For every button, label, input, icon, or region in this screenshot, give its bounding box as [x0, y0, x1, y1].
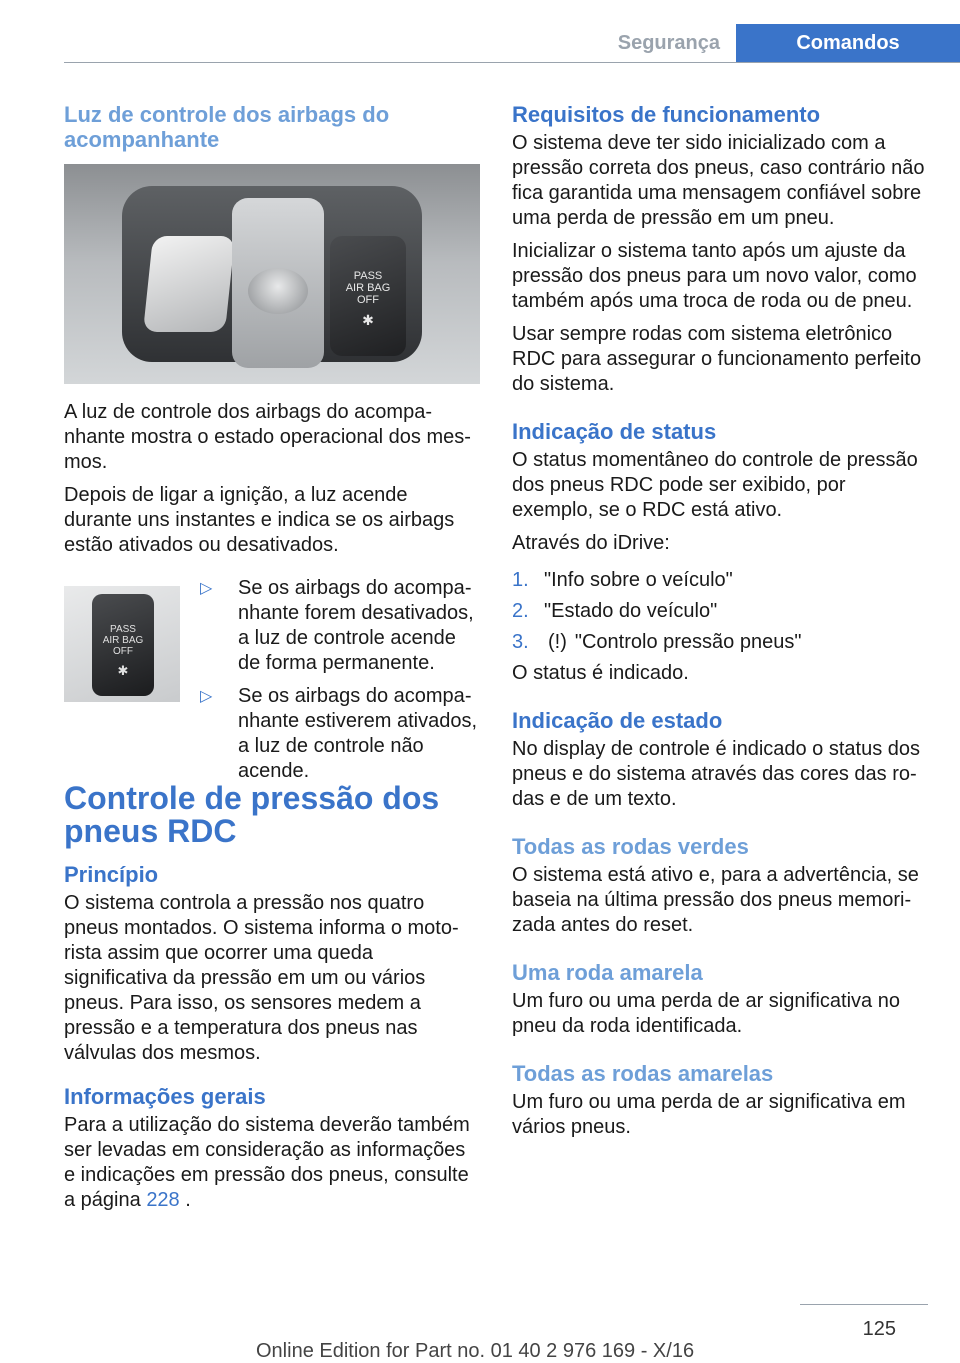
verdes-heading: Todas as rodas verdes — [512, 834, 749, 859]
bullet-text: Se os airbags do acompanhante estiverem ativados, a luz de controle não acende. — [238, 685, 478, 782]
status-para-3: O status é indicado. — [512, 662, 689, 684]
tire-pressure-icon: (!) — [548, 631, 567, 653]
footer-divider — [800, 1304, 928, 1305]
pass-airbag-off-closeup — [92, 594, 154, 696]
section-tab-seguranca[interactable]: Segurança — [617, 32, 720, 54]
info-text-body: Para a utilização do sistema deverão também ser levadas em consideração as informações e indicações em pressão dos pneus, consulte a página — [64, 1114, 470, 1211]
amarelas-text: Um furo ou uma perda de ar significativa em vários pneus. — [512, 1091, 906, 1138]
req-para-3: Usar sempre rodas com sistema eletrônico RDC para assegurar o funcionamento perfeito do sistema. — [512, 323, 922, 395]
right-column — [512, 102, 932, 1148]
passenger-airbag-icon: ✱ — [117, 663, 129, 678]
triangle-bullet-icon: ▷ — [200, 688, 213, 705]
off-label: OFF — [357, 294, 379, 306]
idrive-steps — [512, 568, 932, 655]
pass-label: PASS — [353, 270, 383, 282]
info-text — [64, 1113, 480, 1213]
step-number: 2. — [512, 600, 529, 622]
step-text: "Estado do veículo" — [544, 600, 718, 622]
step-number: 3. — [512, 631, 529, 653]
edition-label: Online Edition for Part no. 01 40 2 976 169 - X/16 — [256, 1340, 695, 1362]
indicator-photo — [64, 586, 180, 702]
bullet-text: Se os airbags do acompanhante forem desativados, a luz de controle acende de forma permanente. — [238, 577, 474, 674]
section-tab-comandos[interactable]: Comandos — [736, 24, 960, 62]
amarela-text: Um furo ou uma perda de ar significativa no pneu da roda identificada. — [512, 990, 900, 1037]
airbag-heading: Luz de controle dos airbags do acompanhante — [64, 102, 390, 152]
photo-knob — [248, 268, 308, 314]
amarelas-heading: Todas as rodas amarelas — [512, 1061, 774, 1086]
airbag-para-1: A luz de controle dos airbags do acompanhante mostra o estado operacional dos mesmos. — [64, 401, 471, 473]
req-para-2: Inicializar o sistema tanto após um ajuste da pressão dos pneus para um novo valor, como também após uma troca de roda ou de pneu. — [512, 240, 917, 312]
page-header — [64, 24, 960, 63]
airbag-indicator-row — [64, 576, 480, 782]
verdes-text: O sistema está ativo e, para a advertência, se baseia na última pressão dos pneus memorizada antes do reset. — [512, 864, 919, 936]
estado-text: No display de controle é indicado o status dos pneus e do sistema através das cores das rodas e de um texto. — [512, 738, 921, 810]
photo-left-button — [143, 236, 235, 332]
amarela-heading: Uma roda amarela — [512, 960, 703, 985]
airbag-bullets — [192, 576, 482, 792]
airbag-label: AIR BAG — [345, 282, 391, 294]
status-para-2: Através do iDrive: — [512, 532, 670, 554]
status-heading: Indicação de status — [512, 419, 717, 444]
page-link[interactable]: 228 — [146, 1189, 180, 1211]
airbag-panel-photo — [64, 164, 480, 384]
airbag-para-2: Depois de ligar a ignição, a luz acende durante uns instantes e indica se os airbags estão ativados ou desativados. — [64, 484, 455, 556]
step-text: "Controlo pressão pneus" — [574, 631, 802, 653]
airbag-label-small: AIR BAG — [102, 635, 144, 646]
pass-airbag-off-button — [330, 236, 406, 356]
page-number: 125 — [862, 1318, 896, 1340]
left-column — [64, 102, 480, 1221]
info-text-end: . — [179, 1189, 191, 1211]
list-item — [192, 684, 482, 784]
list-item — [192, 576, 482, 676]
principio-heading: Princípio — [64, 862, 159, 887]
passenger-airbag-icon: ✱ — [362, 312, 374, 328]
principio-text: O sistema controla a pressão nos quatro pneus montados. O sistema informa o motorista assim que ocorrer uma queda significativa da pressão em um ou vários pneus. Para isso, os sensores medem a pressão e a temperatura dos pneus nas válvulas dos mesmos. — [64, 892, 459, 1064]
off-label-small: OFF — [113, 646, 133, 657]
info-heading: Informações gerais — [64, 1084, 266, 1109]
req-para-1: O sistema deve ter sido inicializado com a pressão correta dos pneus, caso contrário não fica garantida uma mensagem confiável sobre uma perda de pressão em um pneu. — [512, 132, 925, 229]
req-heading: Requisitos de funcionamento — [512, 102, 821, 127]
pass-label-small: PASS — [110, 624, 136, 635]
triangle-bullet-icon: ▷ — [200, 580, 213, 597]
rdc-heading: Controle de pressão dos pneus RDC — [64, 780, 440, 849]
list-item — [512, 630, 932, 655]
estado-heading: Indicação de estado — [512, 708, 723, 733]
step-number: 1. — [512, 569, 529, 591]
step-text: "Info sobre o veículo" — [544, 569, 733, 591]
list-item — [512, 599, 932, 624]
status-para-1: O status momentâneo do controle de pressão dos pneus RDC pode ser exibido, por exemplo, se o RDC está ativo. — [512, 449, 918, 521]
list-item — [512, 568, 932, 593]
